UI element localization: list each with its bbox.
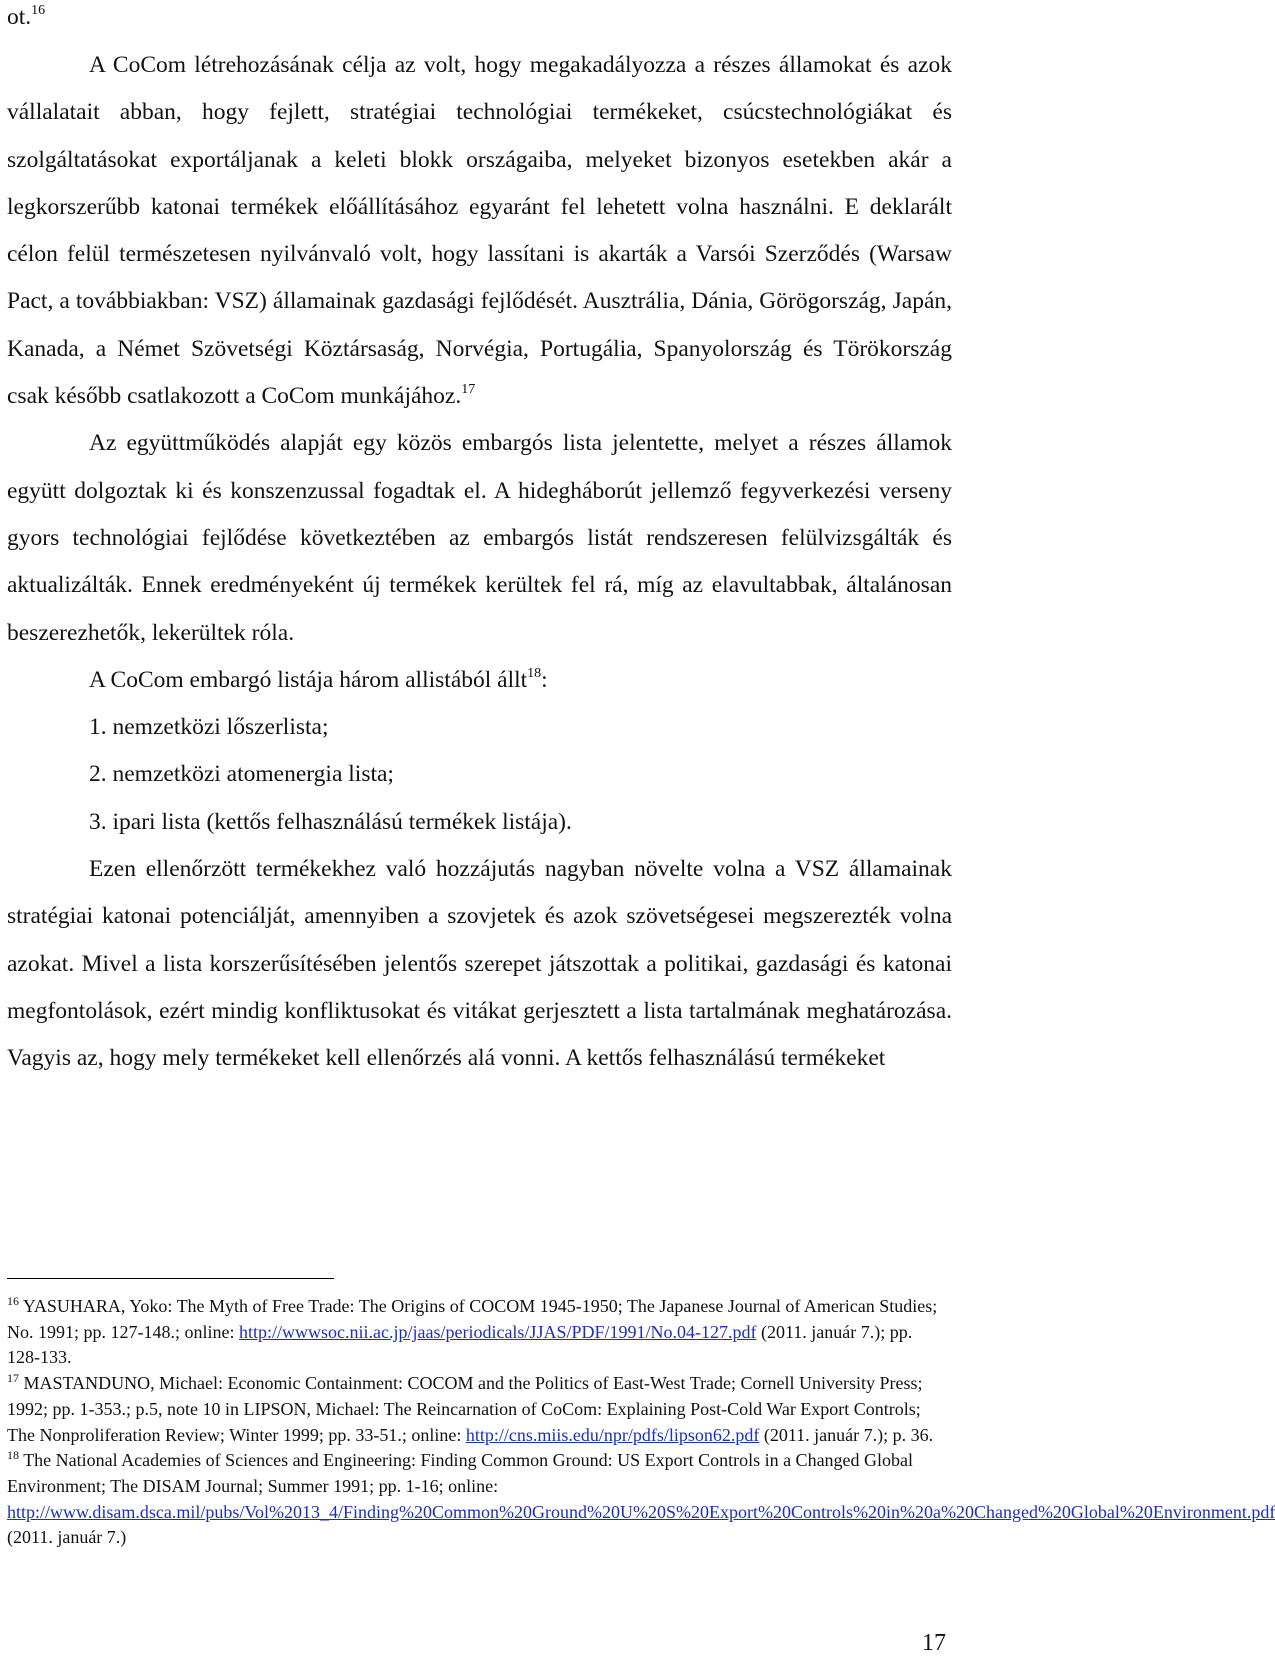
footnote-ref-17[interactable]: 17 [461,382,476,398]
footnotes [7,1294,1275,1551]
page-number: 17 [922,1630,946,1656]
document-page [7,0,952,1083]
paragraph-cocom-purpose [7,42,952,420]
footnote-17 [7,1371,947,1448]
footnote-18 [7,1448,1275,1551]
footnote-separator [7,1278,334,1279]
footnote-access-date: (2011. január 7.); pp. 128-133. [7,1321,913,1368]
paragraph-colon: : [541,666,548,693]
carryover-line [7,0,952,42]
footnote-ref-18[interactable]: 18 [527,665,542,681]
paragraph-text: Az együttműködés alapját egy közös embargós lista jelentette, melyet a részes államok együtt dolgoztak ki és konszenzussal fogadtak el. A hidegháborút jellemző fegyverkezési verseny gyors technológiai fejlődése következtében az embargós listát rendszeresen felülvizsgálták és aktualizálták. Ennek eredményeként új termékek kerültek fel rá, míg az elavultabbak, általánosan beszerezhetők, lekerültek róla. [7,430,952,646]
paragraph-text: A CoCom létrehozásának célja az volt, hogy megakadályozza a részes államokat és azok vállalatait abban, hogy fejlett, stratégiai technológiai termékeket, csúcstechnológiákat és szolgáltatásokat exportáljanak a keleti blokk országaiba, melyeket bizonyos esetekben akár a legkorszerűbb katonai termékek előállításához egyaránt fel lehetett volna használni. E deklarált célon felül természetesen nyilvánvaló volt, hogy lassítani is akarták a Varsói Szerződés (Warsaw Pact, a továbbiakban: VSZ) államainak gazdasági fejlődését. Ausztrália, Dánia, Görögország, Japán, Kanada, a Német Szövetségi Köztársaság, Norvégia, Portugália, Spanyolország és Törökország csak később csatlakozott a CoCom munkájához. [7,52,952,410]
footnote-link[interactable]: http://cns.miis.edu/npr/pdfs/lipson62.pdf [465,1424,760,1445]
footnote-text: The National Academies of Sciences and Engineering: Finding Common Ground: US Export Controls in a Changed Global Environment; The DISAM Journal; Summer 1991; pp. 1-16; online: [7,1450,914,1496]
footnote-number: 18 [7,1448,19,1463]
footnote-link[interactable]: http://wwwsoc.nii.ac.jp/jaas/periodicals/JJAS/PDF/1991/No.04-127.pdf [239,1321,757,1342]
list-item: 1. nemzetközi lőszerlista; [89,714,329,741]
paragraph-embargo-list [7,420,952,656]
footnote-ref-16[interactable]: 16 [31,3,46,18]
list-item: 2. nemzetközi atomenergia lista; [89,761,394,788]
body-text [7,42,952,1083]
footnote-text: YASUHARA, Yoko: The Myth of Free Trade: The Origins of COCOM 1945-1950; The Japanese Journal of American Studies; No. 1991; pp. 127-148.; online: [7,1296,938,1342]
footnote-access-date: (2011. január 7.); p. 36. [759,1424,934,1445]
paragraph-text: A CoCom embargó listája három allistából állt [89,666,528,693]
footnote-16 [7,1294,947,1371]
carryover-text: ot. [7,4,32,30]
footnote-number: 17 [7,1371,19,1386]
list-item: 3. ipari lista (kettős felhasználású termékek listája). [89,808,572,835]
paragraph-sublists-intro [7,657,952,704]
footnote-text: MASTANDUNO, Michael: Economic Containment: COCOM and the Politics of East-West Trade; Cornell University Press; 1992; pp. 1-353.; p.5, note 10 in LIPSON, Michael: The Reincarnation of CoCom: Explaining Post-Cold War Export Controls; The Nonproliferation Review; Winter 1999; pp. 33-51.; online: [7,1373,923,1445]
footnote-number: 16 [7,1294,19,1308]
footnote-link[interactable]: http://www.disam.dsca.mil/pubs/Vol%2013_4/Finding%20Common%20Ground%20U%20S%20Export%20Controls%20in%20a%20Changed%20Global%20Environment.pdf [7,1501,1275,1522]
footnote-access-date: (2011. január 7.) [7,1527,127,1548]
paragraph-closing: Ezen ellenőrzött termékekhez való hozzájutás nagyban növelte volna a VSZ államainak stratégiai katonai potenciálját, amennyiben a szovjetek és azok szövetségesei megszerezték volna azokat. Mivel a lista korszerűsítésében jelentős szerepet játszottak a politikai, gazdasági és katonai megfontolások, ezért mindig konfliktusokat és vitákat gerjesztett a lista tartalmának meghatározása. Vagyis az, hogy mely termékeket kell ellenőrzés alá vonni. A kettős felhasználású termékeket [7,856,952,1072]
